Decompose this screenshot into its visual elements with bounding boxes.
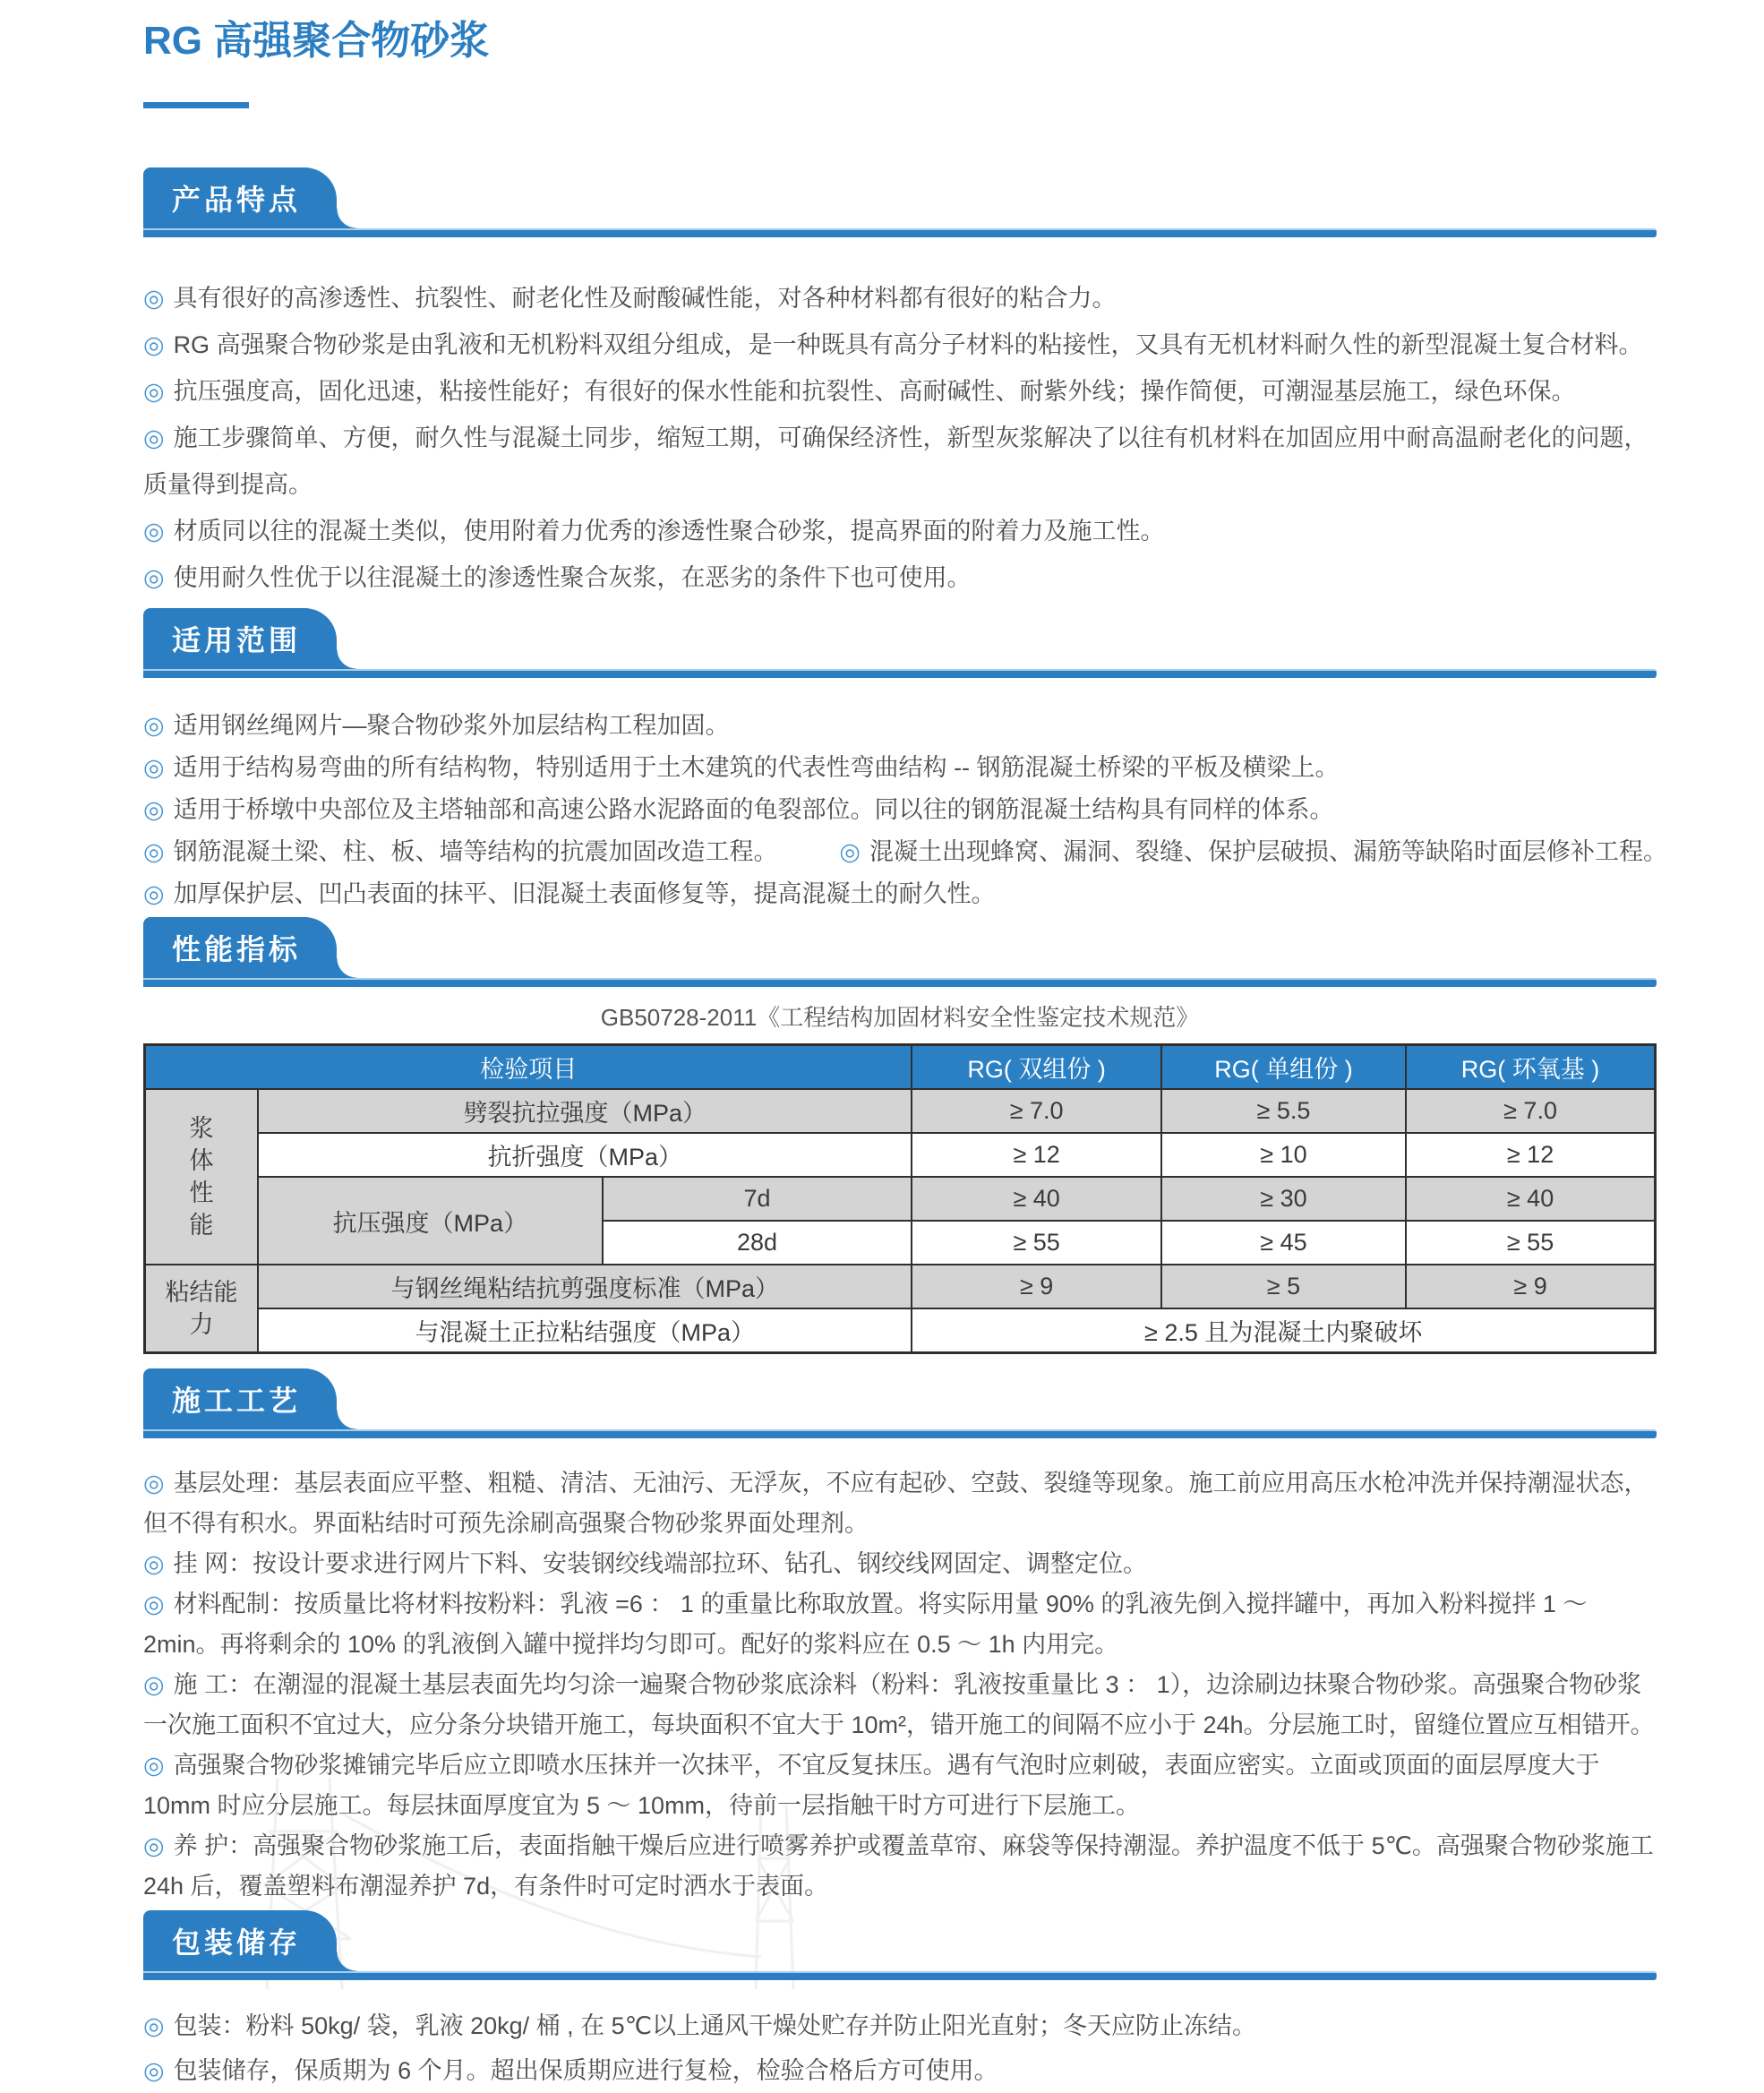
value-cell: ≥ 55 (1406, 1221, 1655, 1265)
section-banner (143, 1910, 337, 1971)
section-rule (143, 978, 1657, 987)
value-cell: ≥ 7.0 (912, 1089, 1160, 1133)
list-item-pair (143, 831, 1667, 873)
section-heading-text: 适用范围 (172, 624, 302, 656)
bullet-icon: ◎ (143, 518, 165, 545)
test-item-cell: 抗折强度（MPa） (258, 1133, 912, 1177)
list-item (143, 2003, 1657, 2048)
bullet-icon: ◎ (839, 838, 861, 865)
section-rule (143, 1429, 1657, 1438)
list-item (143, 1746, 1657, 1826)
value-cell: ≥ 10 (1161, 1133, 1406, 1177)
bullet-icon: ◎ (143, 1752, 165, 1779)
list-item (143, 2048, 1657, 2093)
packaging-list (143, 2003, 1657, 2093)
column-header: RG( 双组份 ) (912, 1045, 1160, 1090)
value-cell: ≥ 12 (1406, 1133, 1655, 1177)
test-item-cell: 与钢丝绳粘结抗剪强度标准（MPa） (258, 1265, 912, 1308)
section-performance (143, 917, 1657, 1354)
test-item-cell: 劈裂抗拉强度（MPa） (258, 1089, 912, 1133)
section-header-packaging (143, 1910, 1657, 1980)
bullet-icon: ◎ (143, 2057, 165, 2084)
bullet-icon: ◎ (143, 1470, 165, 1497)
section-banner (143, 608, 337, 669)
page-content (143, 0, 1667, 2093)
table-row (145, 1133, 1656, 1177)
list-item-text: 混凝土出现蜂窝、漏洞、裂缝、保护层破损、漏筋等缺陷时面层修补工程。 (869, 838, 1667, 865)
list-item-text: 材料配制：按质量比将材料按粉料：乳液 =6 ： 1 的重量比称取放置。将实际用量 90% 的乳液先倒入搅拌罐中，再加入粉料搅拌 1 ～ 2min。再将剩余的 10% 的乳液倒入罐中搅拌均匀即可。配好的浆料应在 0.5 ～ 1h 内用完。 (143, 1591, 1588, 1658)
list-item (143, 415, 1657, 508)
list-item-text: 施工步骤简单、方便，耐久性与混凝土同步，缩短工期，可确保经济性，新型灰浆解决了以往有机材料在加固应用中耐高温耐老化的问题，质量得到提高。 (143, 425, 1648, 498)
list-item (143, 554, 1657, 601)
list-item (839, 831, 1667, 873)
list-item (143, 1584, 1657, 1665)
value-cell: ≥ 40 (912, 1177, 1160, 1221)
list-item (143, 831, 839, 873)
bullet-icon: ◎ (143, 754, 165, 781)
section-header-scope (143, 608, 1657, 678)
column-header: 检验项目 (145, 1045, 912, 1090)
list-item (143, 1544, 1657, 1584)
value-cell: ≥ 40 (1406, 1177, 1655, 1221)
list-item-text: 材质同以往的混凝土类似，使用附着力优秀的渗透性聚合砂浆，提高界面的附着力及施工性。 (173, 518, 1165, 545)
list-item (143, 508, 1657, 554)
standard-caption: GB50728-2011《工程结构加固材料安全性鉴定技术规范》 (600, 1004, 1200, 1031)
list-item (143, 275, 1657, 322)
sub-condition-cell: 7d (603, 1177, 912, 1221)
process-list (143, 1463, 1657, 1907)
list-item-text: 挂 网：按设计要求进行网片下料、安装钢绞线端部拉环、钻孔、钢绞线网固定、调整定位。 (173, 1550, 1148, 1577)
section-heading-text: 性能指标 (172, 933, 302, 965)
list-item-text: 使用耐久性优于以往混凝土的渗透性聚合灰浆，在恶劣的条件下也可使用。 (173, 564, 972, 591)
list-item-text: 包装：粉料 50kg/ 袋，乳液 20kg/ 桶 , 在 5℃以上通风干燥处贮存并防止阳光直射；冬天应防止冻结。 (173, 2012, 1257, 2039)
table-row (145, 1177, 1656, 1221)
list-item-text: 适用钢丝绳网片—聚合物砂浆外加层结构工程加固。 (173, 712, 730, 739)
merged-value-cell: ≥ 2.5 且为混凝土内聚破坏 (912, 1308, 1655, 1353)
section-packaging (143, 1910, 1657, 2093)
list-item-text: 养 护：高强聚合物砂浆施工后，表面指触干燥后应进行喷雾养护或覆盖草帘、麻袋等保持潮湿。养护温度不低于 5℃。高强聚合物砂浆施工 24h 后，覆盖塑料布潮湿养护 7d，有条件时可定时洒水于表面。 (143, 1832, 1654, 1900)
list-item (143, 705, 1657, 747)
section-heading-text: 包装储存 (172, 1926, 302, 1959)
list-item (143, 368, 1657, 415)
list-item-text: 加厚保护层、凹凸表面的抹平、旧混凝土表面修复等，提高混凝土的耐久性。 (173, 880, 996, 907)
value-cell: ≥ 5.5 (1161, 1089, 1406, 1133)
test-item-cell: 与混凝土正拉粘结强度（MPa） (258, 1308, 912, 1353)
section-rule (143, 669, 1657, 678)
list-item-text: RG 高强聚合物砂浆是由乳液和无机粉料双组分组成，是一种既具有高分子材料的粘接性，又具有无机材料耐久性的新型混凝土复合材料。 (173, 331, 1643, 358)
list-item (143, 1463, 1657, 1544)
value-cell: ≥ 45 (1161, 1221, 1406, 1265)
table-row (145, 1308, 1656, 1353)
bullet-icon: ◎ (143, 796, 165, 823)
value-cell: ≥ 7.0 (1406, 1089, 1655, 1133)
column-header: RG( 单组份 ) (1161, 1045, 1406, 1090)
list-item-text: 钢筋混凝土梁、柱、板、墙等结构的抗震加固改造工程。 (173, 838, 778, 865)
bullet-icon: ◎ (143, 564, 165, 591)
bullet-icon: ◎ (143, 712, 165, 739)
list-item (143, 322, 1657, 368)
test-item-cell: 抗压强度（MPa） (258, 1177, 603, 1265)
section-rule (143, 1971, 1657, 1980)
bullet-icon: ◎ (143, 1671, 165, 1698)
column-header: RG( 环氧基 ) (1406, 1045, 1655, 1090)
section-header-process (143, 1368, 1657, 1438)
section-features (143, 167, 1657, 601)
bullet-icon: ◎ (143, 2012, 165, 2039)
list-item-text: 施 工：在潮湿的混凝土基层表面先均匀涂一遍聚合物砂浆底涂料（粉料：乳液按重量比 3 ： 1），边涂刷边抹聚合物砂浆。高强聚合物砂浆一次施工面积不宜过大，应分条分块错开施工，每块面积不宜大于 10m²，错开施工的间隔不应小于 24h。分层施工时，留缝位置应互相错开。 (143, 1671, 1655, 1738)
list-item-text: 包装储存，保质期为 6 个月。超出保质期应进行复检，检验合格后方可使用。 (173, 2057, 998, 2084)
list-item-text: 适用于桥墩中央部位及主塔轴部和高速公路水泥路面的龟裂部位。同以往的钢筋混凝土结构具有同样的体系。 (173, 796, 1334, 823)
section-banner (143, 1368, 337, 1429)
bullet-icon: ◎ (143, 378, 165, 405)
row-group-label: 浆 体 性 能 (145, 1089, 259, 1265)
value-cell: ≥ 9 (1406, 1265, 1655, 1308)
section-heading-text: 施工工艺 (172, 1385, 302, 1417)
section-scope (143, 608, 1667, 915)
list-item (143, 1826, 1657, 1907)
bullet-icon: ◎ (143, 1550, 165, 1577)
table-row (145, 1089, 1656, 1133)
section-process (143, 1368, 1657, 1907)
section-heading-text: 产品特点 (172, 184, 302, 216)
sub-condition-cell: 28d (603, 1221, 912, 1265)
page-title: RG 高强聚合物砂浆 (143, 19, 490, 63)
bullet-icon: ◎ (143, 880, 165, 907)
value-cell: ≥ 55 (912, 1221, 1160, 1265)
title-underline (143, 102, 249, 108)
section-banner (143, 917, 337, 978)
list-item-text: 基层处理：基层表面应平整、粗糙、清洁、无油污、无浮灰，不应有起砂、空鼓、裂缝等现象。施工前应用高压水枪冲洗并保持潮湿状态，但不得有积水。界面粘结时可预先涂刷高强聚合物砂浆界面处理剂。 (143, 1470, 1648, 1537)
section-banner (143, 167, 337, 228)
bullet-icon: ◎ (143, 425, 165, 451)
list-item-text: 具有很好的高渗透性、抗裂性、耐老化性及耐酸碱性能，对各种材料都有很好的粘合力。 (173, 285, 1117, 312)
value-cell: ≥ 12 (912, 1133, 1160, 1177)
list-item (143, 789, 1657, 831)
list-item (143, 873, 1657, 915)
features-list (143, 275, 1657, 601)
bullet-icon: ◎ (143, 1591, 165, 1617)
list-item (143, 1665, 1657, 1746)
list-item (143, 747, 1657, 789)
table-row (145, 1265, 1656, 1308)
performance-table (143, 1043, 1657, 1354)
scope-list (143, 705, 1667, 915)
bullet-icon: ◎ (143, 1832, 165, 1859)
section-rule (143, 228, 1657, 237)
section-header-performance (143, 917, 1657, 987)
value-cell: ≥ 30 (1161, 1177, 1406, 1221)
section-header-features (143, 167, 1657, 237)
table-header-row (145, 1045, 1656, 1090)
value-cell: ≥ 9 (912, 1265, 1160, 1308)
row-group-label: 粘结能 力 (145, 1265, 259, 1353)
bullet-icon: ◎ (143, 331, 165, 358)
bullet-icon: ◎ (143, 285, 165, 312)
value-cell: ≥ 5 (1161, 1265, 1406, 1308)
list-item-text: 高强聚合物砂浆摊铺完毕后应立即喷水压抹并一次抹平，不宜反复抹压。遇有气泡时应刺破，表面应密实。立面或顶面的面层厚度大于 10mm 时应分层施工。每层抹面厚度宜为 5 ～ 10mm，待前一层指触干时方可进行下层施工。 (143, 1752, 1600, 1819)
list-item-text: 适用于结构易弯曲的所有结构物，特别适用于土木建筑的代表性弯曲结构 -- 钢筋混凝土桥梁的平板及横梁上。 (173, 754, 1340, 781)
bullet-icon: ◎ (143, 838, 165, 865)
list-item-text: 抗压强度高，固化迅速，粘接性能好；有很好的保水性能和抗裂性、高耐碱性、耐紫外线；操作简便，可潮湿基层施工，绿色环保。 (173, 378, 1576, 405)
